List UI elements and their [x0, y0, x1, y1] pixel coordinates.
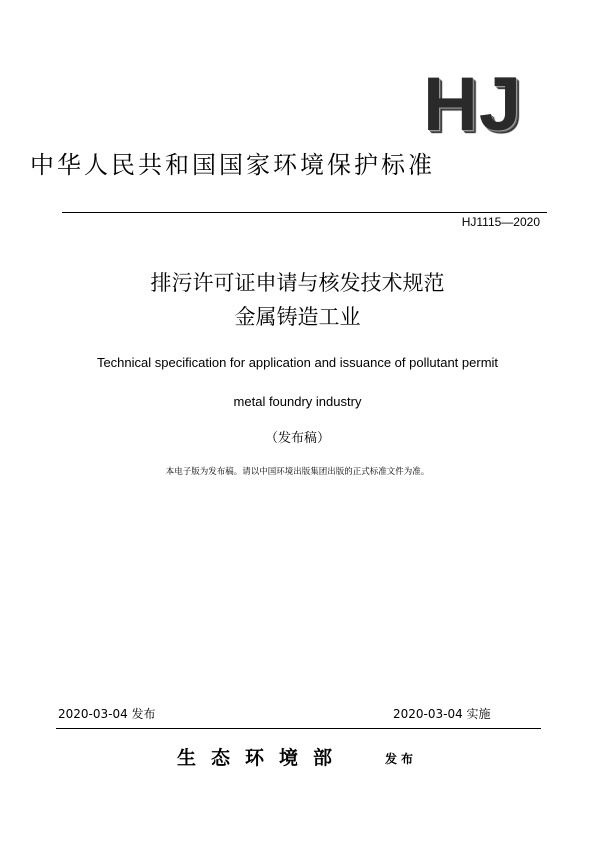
publisher-name: 生态环境部: [177, 747, 348, 769]
draft-status: （发布稿）: [264, 431, 330, 446]
implementation-date: 2020-03-04 实施: [393, 707, 491, 721]
title-cn-line2: 金属铸造工业: [234, 305, 361, 329]
title-en-line2: metal foundry industry: [233, 394, 362, 409]
issue-date: 2020-03-04 发布: [58, 707, 156, 721]
hj-logo: HJ: [423, 62, 523, 147]
top-divider: [62, 212, 547, 213]
standard-number: HJ1115—2020: [461, 215, 540, 229]
electronic-version-note: 本电子版为发布稿。请以中国环境出版集团出版的正式标准文件为准。: [165, 467, 430, 477]
bottom-divider: [56, 728, 541, 729]
national-standard-heading: 中华人民共和国国家环境保护标准: [30, 151, 435, 179]
title-cn-line1: 排污许可证申请与核发技术规范: [150, 271, 445, 295]
title-en-line1: Technical specification for application and issuance of pollutant permit: [96, 355, 499, 370]
publish-label: 发布: [385, 752, 418, 766]
